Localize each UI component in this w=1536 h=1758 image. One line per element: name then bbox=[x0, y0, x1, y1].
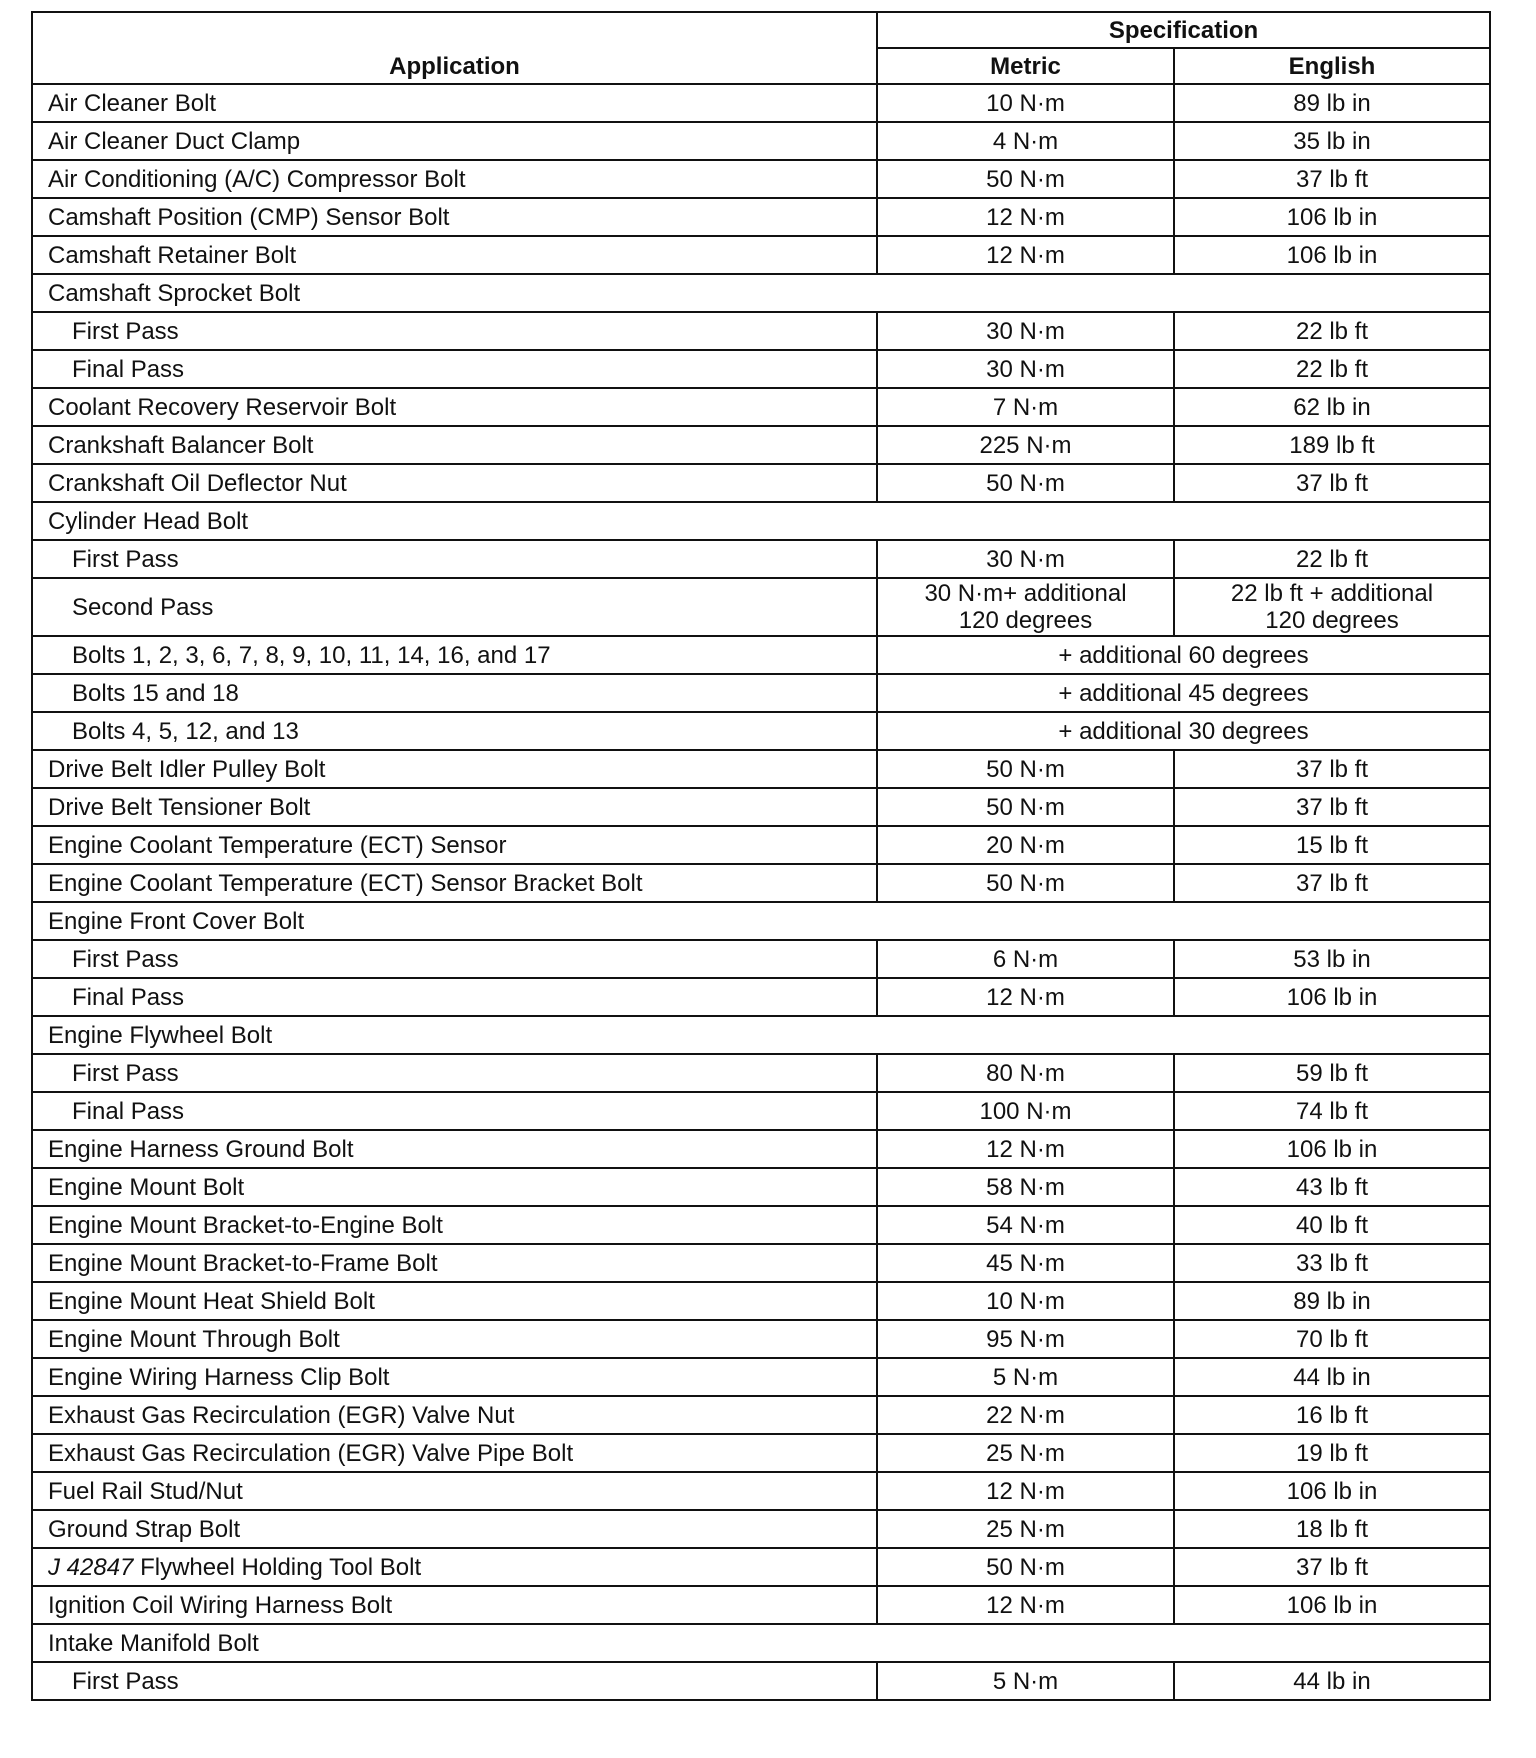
metric-cell: 95 N·m bbox=[877, 1320, 1174, 1358]
metric-cell: 5 N·m bbox=[877, 1358, 1174, 1396]
application-cell: Ground Strap Bolt bbox=[32, 1510, 877, 1548]
application-cell: Crankshaft Balancer Bolt bbox=[32, 426, 877, 464]
english-cell: 59 lb ft bbox=[1174, 1054, 1490, 1092]
table-body bbox=[32, 84, 1490, 1700]
english-cell: 53 lb in bbox=[1174, 940, 1490, 978]
application-cell: Final Pass bbox=[32, 1092, 877, 1130]
english-cell: 22 lb ft bbox=[1174, 350, 1490, 388]
table-row bbox=[32, 198, 1490, 236]
english-cell: 37 lb ft bbox=[1174, 464, 1490, 502]
metric-cell: 10 N·m bbox=[877, 84, 1174, 122]
metric-cell: 54 N·m bbox=[877, 1206, 1174, 1244]
english-cell: 44 lb in bbox=[1174, 1662, 1490, 1700]
table-row bbox=[32, 1320, 1490, 1358]
english-cell: 106 lb in bbox=[1174, 1472, 1490, 1510]
application-cell: Bolts 1, 2, 3, 6, 7, 8, 9, 10, 11, 14, 16, and 17 bbox=[32, 636, 877, 674]
application-cell: Exhaust Gas Recirculation (EGR) Valve Pipe Bolt bbox=[32, 1434, 877, 1472]
table-row bbox=[32, 1510, 1490, 1548]
metric-cell: 10 N·m bbox=[877, 1282, 1174, 1320]
metric-cell: 30 N·m bbox=[877, 350, 1174, 388]
english-cell: 106 lb in bbox=[1174, 1586, 1490, 1624]
english-cell: 189 lb ft bbox=[1174, 426, 1490, 464]
metric-cell: 22 N·m bbox=[877, 1396, 1174, 1434]
english-cell: 19 lb ft bbox=[1174, 1434, 1490, 1472]
metric-cell: 7 N·m bbox=[877, 388, 1174, 426]
english-cell: 89 lb in bbox=[1174, 1282, 1490, 1320]
header-specification: Specification bbox=[877, 12, 1490, 48]
header-application: Application bbox=[32, 12, 877, 84]
group-label: Cylinder Head Bolt bbox=[32, 502, 1490, 540]
table-row bbox=[32, 788, 1490, 826]
english-cell: 16 lb ft bbox=[1174, 1396, 1490, 1434]
application-cell: Engine Mount Bracket-to-Engine Bolt bbox=[32, 1206, 877, 1244]
table-row bbox=[32, 426, 1490, 464]
table-row bbox=[32, 1358, 1490, 1396]
table-row bbox=[32, 1206, 1490, 1244]
english-cell: 74 lb ft bbox=[1174, 1092, 1490, 1130]
metric-cell: 50 N·m bbox=[877, 788, 1174, 826]
torque-spec-table bbox=[31, 11, 1491, 1701]
english-cell: 15 lb ft bbox=[1174, 826, 1490, 864]
application-cell: Bolts 15 and 18 bbox=[32, 674, 877, 712]
english-cell: 44 lb in bbox=[1174, 1358, 1490, 1396]
table-row bbox=[32, 502, 1490, 540]
table-row bbox=[32, 940, 1490, 978]
table-row bbox=[32, 1016, 1490, 1054]
metric-cell: 50 N·m bbox=[877, 464, 1174, 502]
english-cell: 18 lb ft bbox=[1174, 1510, 1490, 1548]
table-row bbox=[32, 350, 1490, 388]
table-row bbox=[32, 864, 1490, 902]
application-cell: Exhaust Gas Recirculation (EGR) Valve Nut bbox=[32, 1396, 877, 1434]
table-row bbox=[32, 1092, 1490, 1130]
table-row bbox=[32, 274, 1490, 312]
english-cell: 106 lb in bbox=[1174, 198, 1490, 236]
metric-cell: 58 N·m bbox=[877, 1168, 1174, 1206]
metric-cell: 80 N·m bbox=[877, 1054, 1174, 1092]
application-cell: First Pass bbox=[32, 940, 877, 978]
metric-cell: 12 N·m bbox=[877, 1472, 1174, 1510]
application-cell: First Pass bbox=[32, 540, 877, 578]
table-row bbox=[32, 160, 1490, 198]
english-cell: 37 lb ft bbox=[1174, 788, 1490, 826]
english-cell: 22 lb ft bbox=[1174, 312, 1490, 350]
english-line-1: 22 lb ft + additional bbox=[1230, 580, 1434, 607]
metric-cell: 50 N·m bbox=[877, 750, 1174, 788]
application-cell: Engine Mount Heat Shield Bolt bbox=[32, 1282, 877, 1320]
metric-cell: 225 N·m bbox=[877, 426, 1174, 464]
application-cell: Engine Coolant Temperature (ECT) Sensor bbox=[32, 826, 877, 864]
english-cell: 40 lb ft bbox=[1174, 1206, 1490, 1244]
metric-cell: 50 N·m bbox=[877, 864, 1174, 902]
application-cell: Final Pass bbox=[32, 978, 877, 1016]
table-row bbox=[32, 236, 1490, 274]
metric-cell: 30 N·m bbox=[877, 540, 1174, 578]
english-cell bbox=[1174, 578, 1490, 636]
metric-cell: 30 N·m bbox=[877, 312, 1174, 350]
english-cell: 22 lb ft bbox=[1174, 540, 1490, 578]
application-cell: Coolant Recovery Reservoir Bolt bbox=[32, 388, 877, 426]
spec-cell: + additional 60 degrees bbox=[877, 636, 1490, 674]
table-row bbox=[32, 826, 1490, 864]
application-cell: First Pass bbox=[32, 1054, 877, 1092]
metric-cell: 12 N·m bbox=[877, 1586, 1174, 1624]
application-cell: First Pass bbox=[32, 1662, 877, 1700]
table-row bbox=[32, 750, 1490, 788]
application-cell: Engine Harness Ground Bolt bbox=[32, 1130, 877, 1168]
metric-cell: 25 N·m bbox=[877, 1510, 1174, 1548]
english-cell: 89 lb in bbox=[1174, 84, 1490, 122]
table-row bbox=[32, 1282, 1490, 1320]
metric-cell: 5 N·m bbox=[877, 1662, 1174, 1700]
table-row bbox=[32, 1624, 1490, 1662]
metric-cell: 12 N·m bbox=[877, 236, 1174, 274]
table-row bbox=[32, 1396, 1490, 1434]
table-row bbox=[32, 1168, 1490, 1206]
metric-cell: 50 N·m bbox=[877, 160, 1174, 198]
table-row bbox=[32, 1130, 1490, 1168]
english-cell: 70 lb ft bbox=[1174, 1320, 1490, 1358]
metric-cell: 25 N·m bbox=[877, 1434, 1174, 1472]
table-row bbox=[32, 540, 1490, 578]
english-cell: 62 lb in bbox=[1174, 388, 1490, 426]
application-text: Flywheel Holding Tool Bolt bbox=[133, 1553, 422, 1581]
application-cell: Air Cleaner Bolt bbox=[32, 84, 877, 122]
spec-cell: + additional 30 degrees bbox=[877, 712, 1490, 750]
table-row bbox=[32, 1586, 1490, 1624]
table-row bbox=[32, 122, 1490, 160]
table-row bbox=[32, 636, 1490, 674]
application-cell: First Pass bbox=[32, 312, 877, 350]
english-cell: 43 lb ft bbox=[1174, 1168, 1490, 1206]
english-cell: 37 lb ft bbox=[1174, 864, 1490, 902]
application-cell: Engine Mount Through Bolt bbox=[32, 1320, 877, 1358]
application-cell: Air Cleaner Duct Clamp bbox=[32, 122, 877, 160]
table-row bbox=[32, 84, 1490, 122]
english-line-2: 120 degrees bbox=[1265, 607, 1399, 634]
table-row bbox=[32, 578, 1490, 636]
table-row bbox=[32, 674, 1490, 712]
table-row bbox=[32, 1548, 1490, 1586]
english-cell: 106 lb in bbox=[1174, 236, 1490, 274]
group-label: Intake Manifold Bolt bbox=[32, 1624, 1490, 1662]
application-cell: Second Pass bbox=[32, 578, 877, 636]
application-cell: Final Pass bbox=[32, 350, 877, 388]
application-cell: Air Conditioning (A/C) Compressor Bolt bbox=[32, 160, 877, 198]
group-label: Camshaft Sprocket Bolt bbox=[32, 274, 1490, 312]
group-label: Engine Front Cover Bolt bbox=[32, 902, 1490, 940]
table-row bbox=[32, 902, 1490, 940]
english-cell: 33 lb ft bbox=[1174, 1244, 1490, 1282]
table-row bbox=[32, 464, 1490, 502]
table-row bbox=[32, 312, 1490, 350]
application-cell: Crankshaft Oil Deflector Nut bbox=[32, 464, 877, 502]
english-cell: 106 lb in bbox=[1174, 978, 1490, 1016]
table-row bbox=[32, 388, 1490, 426]
metric-cell: 20 N·m bbox=[877, 826, 1174, 864]
header-metric: Metric bbox=[877, 48, 1174, 84]
application-cell: Engine Coolant Temperature (ECT) Sensor Bracket Bolt bbox=[32, 864, 877, 902]
application-cell: Ignition Coil Wiring Harness Bolt bbox=[32, 1586, 877, 1624]
metric-cell: 50 N·m bbox=[877, 1548, 1174, 1586]
metric-cell: 12 N·m bbox=[877, 1130, 1174, 1168]
application-cell: Engine Mount Bracket-to-Frame Bolt bbox=[32, 1244, 877, 1282]
application-cell bbox=[32, 1548, 877, 1586]
table-row bbox=[32, 1662, 1490, 1700]
metric-cell: 45 N·m bbox=[877, 1244, 1174, 1282]
english-cell: 37 lb ft bbox=[1174, 1548, 1490, 1586]
group-label: Engine Flywheel Bolt bbox=[32, 1016, 1490, 1054]
table-row bbox=[32, 1472, 1490, 1510]
english-cell: 37 lb ft bbox=[1174, 750, 1490, 788]
spec-cell: + additional 45 degrees bbox=[877, 674, 1490, 712]
metric-cell: 12 N·m bbox=[877, 978, 1174, 1016]
metric-cell: 12 N·m bbox=[877, 198, 1174, 236]
table-row bbox=[32, 712, 1490, 750]
metric-cell bbox=[877, 578, 1174, 636]
metric-line-2: 120 degrees bbox=[958, 607, 1093, 634]
english-cell: 35 lb in bbox=[1174, 122, 1490, 160]
application-cell: Drive Belt Idler Pulley Bolt bbox=[32, 750, 877, 788]
metric-cell: 100 N·m bbox=[877, 1092, 1174, 1130]
metric-line-1: 30 N·m+ additional bbox=[924, 580, 1127, 607]
english-cell: 106 lb in bbox=[1174, 1130, 1490, 1168]
table-row bbox=[32, 1244, 1490, 1282]
header-english: English bbox=[1174, 48, 1490, 84]
metric-cell: 4 N·m bbox=[877, 122, 1174, 160]
english-cell: 37 lb ft bbox=[1174, 160, 1490, 198]
application-cell: Engine Wiring Harness Clip Bolt bbox=[32, 1358, 877, 1396]
tool-reference: J 42847 bbox=[48, 1553, 134, 1581]
application-cell: Drive Belt Tensioner Bolt bbox=[32, 788, 877, 826]
table-row bbox=[32, 978, 1490, 1016]
application-cell: Fuel Rail Stud/Nut bbox=[32, 1472, 877, 1510]
metric-cell: 6 N·m bbox=[877, 940, 1174, 978]
table-row bbox=[32, 1434, 1490, 1472]
application-cell: Camshaft Position (CMP) Sensor Bolt bbox=[32, 198, 877, 236]
application-cell: Engine Mount Bolt bbox=[32, 1168, 877, 1206]
table-row bbox=[32, 1054, 1490, 1092]
application-cell: Bolts 4, 5, 12, and 13 bbox=[32, 712, 877, 750]
application-cell: Camshaft Retainer Bolt bbox=[32, 236, 877, 274]
